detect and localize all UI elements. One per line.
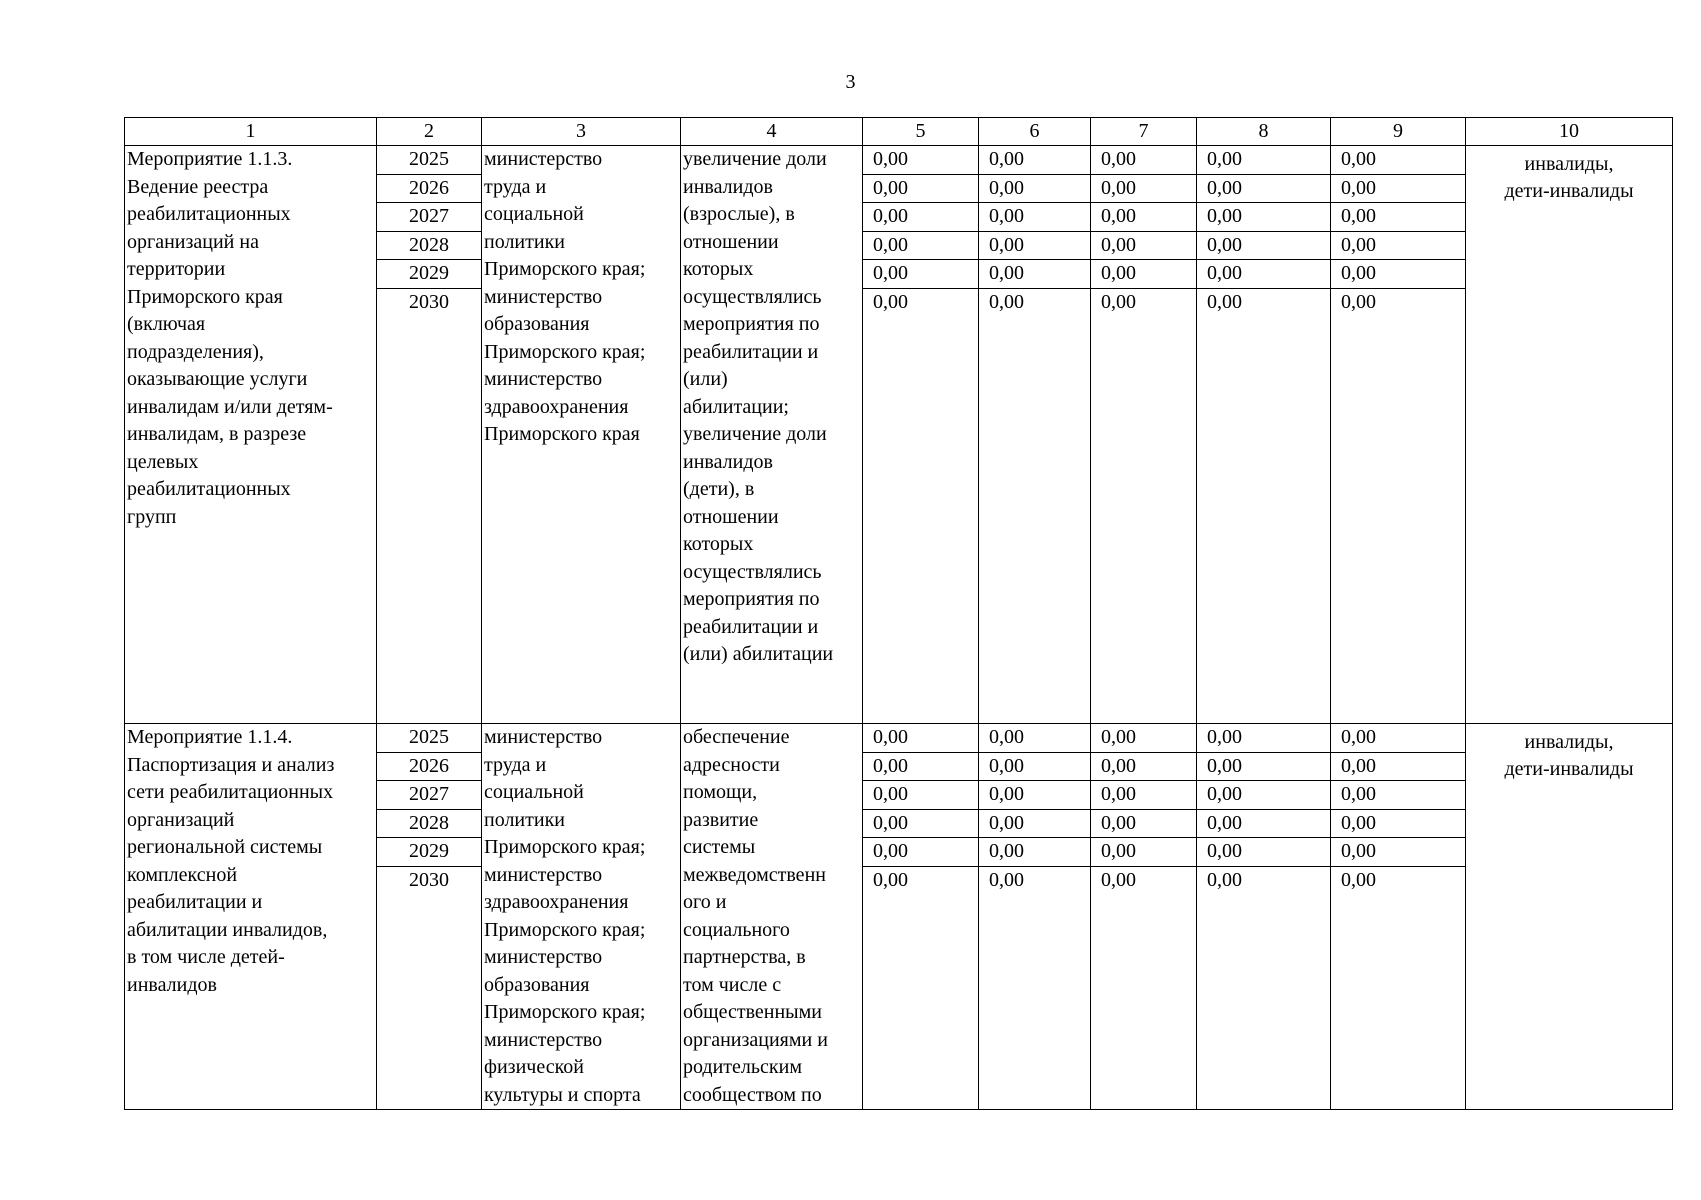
- program-table: [124, 117, 1673, 1110]
- header-cell: 7: [1091, 118, 1197, 146]
- header-row: [125, 118, 1673, 146]
- value: 0,00: [1331, 260, 1465, 289]
- value: 0,00: [1331, 146, 1465, 174]
- year-value: 2025: [377, 724, 481, 752]
- col5-cell: [863, 724, 979, 1110]
- col8-cell: [1197, 724, 1331, 1110]
- activity-name-cell: [125, 146, 377, 724]
- year-value: 2027: [377, 781, 481, 810]
- target-group-cell: [1466, 146, 1673, 724]
- col7-cell: [1091, 724, 1197, 1110]
- header-cell: 10: [1466, 118, 1673, 146]
- value: 0,00: [1207, 868, 1242, 891]
- table-row: [125, 724, 1673, 1110]
- value: 0,00: [1197, 724, 1330, 752]
- value: 0,00: [1197, 752, 1330, 781]
- value: 0,00: [863, 809, 978, 838]
- value: 0,00: [1091, 260, 1196, 289]
- values-subtable: [863, 724, 978, 894]
- col5-cell: [863, 146, 979, 724]
- result-cell: [681, 724, 863, 1110]
- header-cell: 6: [979, 118, 1091, 146]
- year-value: 2030: [409, 868, 449, 891]
- value: 0,00: [979, 724, 1090, 752]
- value: 0,00: [1197, 809, 1330, 838]
- target-group-cell: [1466, 724, 1673, 1110]
- result-text: увеличение доли инвалидов (взрослые), в отношении которых осуществлялись мероприятия по реабилитации и (или) абилитации; увеличение доли инвалидов (дети), в отношении которых осуществлялись мероприятия по реабилитации и (или) абилитации: [683, 148, 834, 665]
- year-value: 2028: [377, 809, 481, 838]
- value: 0,00: [1341, 290, 1376, 313]
- activity-name-cell: [125, 724, 377, 1110]
- values-subtable: [863, 146, 978, 316]
- value: 0,00: [1101, 290, 1136, 313]
- header-cell: 1: [125, 118, 377, 146]
- value: 0,00: [979, 260, 1090, 289]
- value: 0,00: [1331, 174, 1465, 203]
- value: 0,00: [1091, 838, 1196, 867]
- value: 0,00: [1197, 781, 1330, 810]
- executors-text: министерство труда и социальной политики Приморского края; министерство образования Приморского края; министерство здравоохранения Приморского края: [484, 148, 646, 445]
- value: 0,00: [1197, 174, 1330, 203]
- value: 0,00: [1091, 724, 1196, 752]
- values-subtable: [979, 146, 1090, 316]
- header-cell: 2: [377, 118, 482, 146]
- col6-cell: [979, 724, 1091, 1110]
- value: 0,00: [1091, 781, 1196, 810]
- values-subtable: [1331, 724, 1465, 894]
- value: 0,00: [989, 868, 1024, 891]
- value: 0,00: [1091, 203, 1196, 232]
- year-value: 2030: [409, 290, 449, 313]
- value: 0,00: [1091, 809, 1196, 838]
- value: 0,00: [1197, 203, 1330, 232]
- value: 0,00: [1331, 752, 1465, 781]
- year-value: 2027: [377, 203, 481, 232]
- value: 0,00: [1331, 724, 1465, 752]
- col7-cell: [1091, 146, 1197, 724]
- value: 0,00: [1331, 781, 1465, 810]
- value: 0,00: [863, 838, 978, 867]
- result-cell: [681, 146, 863, 724]
- years-cell: [377, 724, 482, 1110]
- value: 0,00: [989, 290, 1024, 313]
- executors-cell: [482, 724, 681, 1110]
- value: 0,00: [979, 203, 1090, 232]
- value: 0,00: [1341, 868, 1376, 891]
- value: 0,00: [1331, 203, 1465, 232]
- value: 0,00: [863, 724, 978, 752]
- value: 0,00: [1207, 290, 1242, 313]
- col8-cell: [1197, 146, 1331, 724]
- value: 0,00: [1331, 809, 1465, 838]
- value: 0,00: [1091, 231, 1196, 260]
- header-cell: 8: [1197, 118, 1331, 146]
- years-cell: [377, 146, 482, 724]
- value: 0,00: [979, 174, 1090, 203]
- value: 0,00: [1331, 838, 1465, 867]
- value: 0,00: [979, 231, 1090, 260]
- value: 0,00: [979, 752, 1090, 781]
- values-subtable: [979, 724, 1090, 894]
- value: 0,00: [873, 868, 908, 891]
- year-value: 2026: [377, 174, 481, 203]
- year-value: 2026: [377, 752, 481, 781]
- value: 0,00: [979, 146, 1090, 174]
- value: 0,00: [1091, 752, 1196, 781]
- value: 0,00: [863, 260, 978, 289]
- values-subtable: [1091, 146, 1196, 316]
- values-subtable: [1197, 724, 1330, 894]
- values-subtable: [1331, 146, 1465, 316]
- value: 0,00: [863, 231, 978, 260]
- years-subtable: [377, 146, 481, 316]
- executors-cell: [482, 146, 681, 724]
- values-subtable: [1197, 146, 1330, 316]
- value: 0,00: [1101, 868, 1136, 891]
- col6-cell: [979, 146, 1091, 724]
- value: 0,00: [979, 838, 1090, 867]
- value: 0,00: [863, 752, 978, 781]
- year-value: 2029: [377, 838, 481, 867]
- table-row: [125, 146, 1673, 724]
- value: 0,00: [979, 809, 1090, 838]
- header-cell: 3: [482, 118, 681, 146]
- executors-text: министерство труда и социальной политики Приморского края; министерство здравоохранения Приморского края; министерство образования Приморского края; министерство физической культуры и спорта: [484, 726, 646, 1106]
- value: 0,00: [863, 146, 978, 174]
- value: 0,00: [1197, 231, 1330, 260]
- result-text: обеспечение адресности помощи, развитие системы межведомственн ого и социального партнерства, в том числе с общественными организациями и родительским сообществом по: [683, 726, 828, 1106]
- value: 0,00: [873, 290, 908, 313]
- year-value: 2025: [377, 146, 481, 174]
- values-subtable: [1091, 724, 1196, 894]
- header-cell: 9: [1331, 118, 1466, 146]
- header-cell: 5: [863, 118, 979, 146]
- value: 0,00: [863, 781, 978, 810]
- year-value: 2028: [377, 231, 481, 260]
- activity-name: Мероприятие 1.1.3. Ведение реестра реабилитационных организаций на территории Приморского края (включая подразделения), оказывающие услуги инвалидам и/или детям- инвалидам, в разрезе целевых реабилитационных групп: [127, 148, 333, 528]
- value: 0,00: [1091, 146, 1196, 174]
- header-cell: 4: [681, 118, 863, 146]
- col9-cell: [1331, 724, 1466, 1110]
- value: 0,00: [863, 174, 978, 203]
- value: 0,00: [1197, 838, 1330, 867]
- target-group: инвалиды, дети-инвалиды: [1504, 153, 1634, 202]
- value: 0,00: [1197, 146, 1330, 174]
- col9-cell: [1331, 146, 1466, 724]
- target-group: инвалиды, дети-инвалиды: [1504, 731, 1634, 780]
- value: 0,00: [1091, 174, 1196, 203]
- value: 0,00: [979, 781, 1090, 810]
- years-subtable: [377, 724, 481, 894]
- year-value: 2029: [377, 260, 481, 289]
- value: 0,00: [863, 203, 978, 232]
- page-number: 3: [845, 71, 856, 93]
- value: 0,00: [1197, 260, 1330, 289]
- value: 0,00: [1331, 231, 1465, 260]
- activity-name: Мероприятие 1.1.4. Паспортизация и анализ сети реабилитационных организаций региональной системы комплексной реабилитации и абилитации инвалидов, в том числе детей- инвалидов: [127, 726, 335, 996]
